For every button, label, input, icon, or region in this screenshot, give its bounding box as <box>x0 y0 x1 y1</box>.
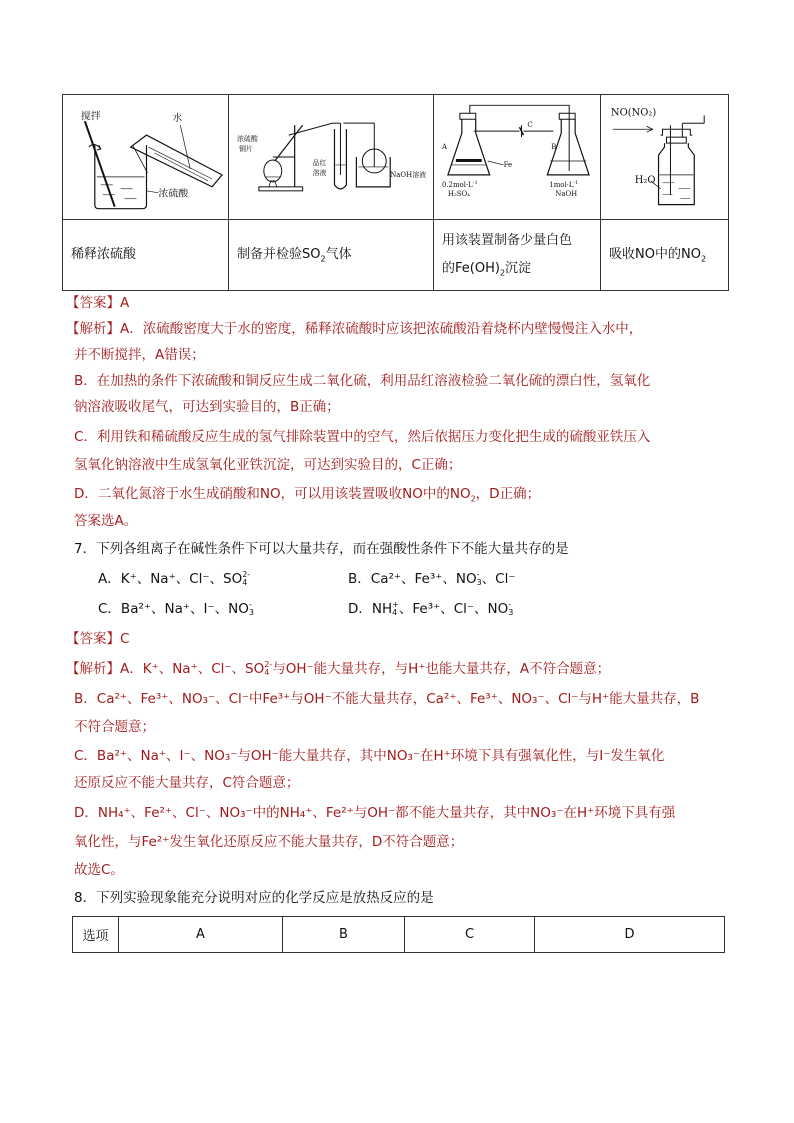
label-gas: NO(NO₂) <box>610 107 657 119</box>
dilution-figure <box>63 95 228 219</box>
label-conc-acid: 浓硫酸 <box>236 135 258 144</box>
caption-no2: 吸收NO中的$NO_2$ <box>601 220 729 291</box>
label-naoh: NaOH <box>555 189 578 198</box>
q7-answer: 【答案】C <box>66 631 130 647</box>
q6-answer: 【答案】A <box>66 295 130 311</box>
caption-feoh2: 用该装置制备少量白色 的$Fe(OH)_2$沉淀 <box>434 220 601 291</box>
q8-header-option: 选项 <box>73 917 119 953</box>
q8-header-a: A <box>119 917 283 953</box>
label-solution: 溶液 <box>312 168 327 177</box>
q7-analysis-c1: C．Ba²⁺、Na⁺、I⁻、NO₃⁻与OH⁻能大量共存，其中NO₃⁻在H⁺环境下具有强氧化性，与I⁻发生氧化 <box>74 748 665 764</box>
q8-stem: 8．下列实验现象能充分说明对应的化学反应是放热反应的是 <box>74 890 434 906</box>
q7-conclusion: 故选C。 <box>74 862 124 878</box>
q7-option-a: A．K⁺、Na⁺、Cl⁻、SO 2- 4 <box>98 570 251 587</box>
label-c: C <box>527 121 533 130</box>
label-h2so4: H₂SO₄ <box>447 189 470 198</box>
label-water: 水 <box>172 113 183 125</box>
q7-analysis-a: 【解析】A．K⁺、Na⁺、Cl⁻、SO 2- 4 与OH⁻能大量共存，与H⁺也能大量共存，A不符合题意； <box>66 660 611 677</box>
q6-analysis-line4: 钠溶液吸收尾气，可达到实验目的，B正确； <box>74 399 340 415</box>
q8-options-table <box>72 916 725 953</box>
label-conc-naoh: $1mol\cdot L^{-1}$ <box>549 179 579 189</box>
q6-analysis-line1: 【解析】A．浓硫酸密度大于水的密度，稀释浓硫酸时应该把浓硫酸沿着烧杯内壁慢慢注入水中， <box>66 321 643 337</box>
apparatus-so2 <box>229 95 434 220</box>
absorb-figure <box>601 95 728 219</box>
q6-analysis-line5: C．利用铁和稀硫酸反应生成的氢气排除装置中的空气，然后依据压力变化把生成的硫酸亚铁压入 <box>74 429 651 445</box>
q7-analysis-b2: 不符合题意； <box>74 719 155 735</box>
q7-option-c: C．Ba²⁺、Na⁺、I⁻、NO - 3 <box>98 600 254 617</box>
label-a: A <box>441 143 447 152</box>
q6-analysis-line3: B．在加热的条件下浓硫酸和铜反应生成二氧化硫，利用品红溶液检验二氧化硫的漂白性，氢氧化 <box>74 373 651 389</box>
label-pinhong: 品红 <box>312 158 327 167</box>
label-b: B <box>551 143 557 152</box>
q8-header-c: C <box>405 917 535 953</box>
q6-conclusion: 答案选A。 <box>74 513 138 529</box>
q8-header-d: D <box>535 917 725 953</box>
q7-analysis-b1: B．Ca²⁺、Fe³⁺、NO₃⁻、Cl⁻中Fe³⁺与OH⁻不能大量共存，Ca²⁺、Fe³⁺、NO₃⁻、Cl⁻与H⁺能大量共存，B <box>74 691 700 707</box>
label-fe: Fe <box>503 160 513 169</box>
q7-stem: 7．下列各组离子在碱性条件下可以大量共存，而在强酸性条件下不能大量共存的是 <box>74 541 569 557</box>
label-naoh-soln: NaOH溶液 <box>390 170 427 179</box>
label-conc-acid: 浓硫酸 <box>158 188 189 200</box>
q7-option-b: B．Ca²⁺、Fe³⁺、NO - 3 、Cl⁻ <box>348 570 516 587</box>
label-h2o: H₂O <box>634 174 656 186</box>
q6-analysis-line2: 并不断搅拌，A错误； <box>74 347 205 363</box>
so2-figure <box>229 95 433 219</box>
q6-analysis-line6: 氢氧化钠溶液中生成氢氧化亚铁沉淀，可达到实验目的，C正确； <box>74 457 462 473</box>
feoh2-figure <box>434 95 600 219</box>
caption-so2: 制备并检验$SO_2$气体 <box>229 220 434 291</box>
q7-analysis-d1: D．NH₄⁺、Fe²⁺、Cl⁻、NO₃⁻中的NH₄⁺、Fe²⁺与OH⁻都不能大量共存，其中NO₃⁻在H⁺环境下具有强 <box>74 805 676 821</box>
apparatus-feoh2 <box>434 95 601 220</box>
apparatus-table <box>62 94 729 291</box>
q7-analysis-d2: 氧化性，与Fe²⁺发生氧化还原反应不能大量共存，D不符合题意； <box>74 834 464 850</box>
apparatus-absorb-no2 <box>601 95 729 220</box>
q7-analysis-c2: 还原反应不能大量共存，C符合题意； <box>74 775 300 791</box>
q6-analysis-line7: D．二氧化氮溶于水生成硝酸和NO，可以用该装置吸收NO中的$NO_2$，D正确； <box>74 486 541 504</box>
label-stir: 搅拌 <box>80 111 101 123</box>
q8-header-b: B <box>283 917 405 953</box>
q7-option-d: D．NH + 4 、Fe³⁺、Cl⁻、NO - 3 <box>348 600 514 617</box>
apparatus-dilute-acid <box>63 95 229 220</box>
label-conc-h2so4: $0.2mol\cdot L^{-1}$ <box>441 179 478 189</box>
caption-dilute: 稀释浓硫酸 <box>63 220 229 291</box>
label-copper: 铜片 <box>238 145 253 154</box>
